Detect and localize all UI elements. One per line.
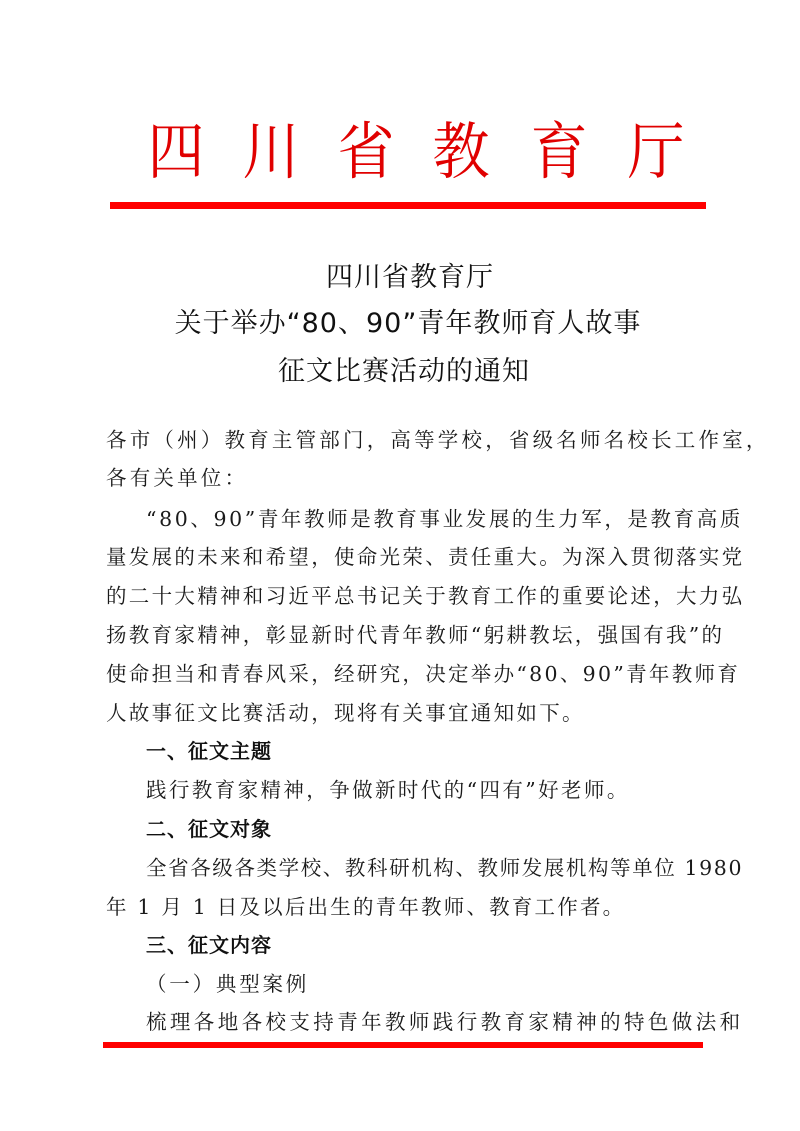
section-text: 年 1 月 1 日及以后出生的青年教师、教育工作者。: [106, 895, 626, 919]
footer-red-rule: [103, 1042, 703, 1048]
paragraph-line: 人故事征文比赛活动，现将有关事宜通知如下。: [106, 701, 585, 725]
section-text: 梳理各地各校支持青年教师践行教育家精神的特色做法和: [146, 1010, 744, 1034]
salutation-line: 各市（州）教育主管部门，高等学校，省级名师名校长工作室，: [106, 428, 770, 452]
section-text: 践行教育家精神，争做新时代的“四有”好老师。: [146, 778, 630, 802]
paragraph-line: 量发展的未来和希望，使命光荣、责任重大。为深入贯彻落实党: [106, 545, 745, 569]
letterhead-char: 四: [147, 115, 205, 188]
paragraph-line: 的二十大精神和习近平总书记关于教育工作的重要论述，大力弘: [106, 584, 745, 608]
salutation-line: 各有关单位：: [106, 466, 249, 490]
doc-title-issuer: 四川省教育厅: [326, 262, 494, 293]
letterhead-char: 厅: [627, 115, 685, 188]
paragraph-line: 扬教育家精神，彰显新时代青年教师“躬耕教坛，强国有我”的: [106, 623, 725, 647]
letterhead-char: 省: [337, 115, 395, 188]
paragraph-line: “80、90”青年教师是教育事业发展的生力军，是教育高质: [146, 507, 743, 531]
section-heading: 二、征文对象: [146, 817, 272, 841]
doc-title-subject-cont: 征文比赛活动的通知: [278, 356, 530, 387]
section-heading: 一、征文主题: [146, 739, 272, 763]
letterhead-char: 育: [530, 115, 588, 188]
letterhead-red-rule: [110, 202, 706, 209]
doc-title-subject: 关于举办“80、90”青年教师育人故事: [174, 308, 642, 339]
letterhead-char: 川: [242, 115, 300, 188]
section-text: 全省各级各类学校、教科研机构、教师发展机构等单位 1980: [146, 856, 744, 880]
section-heading: 三、征文内容: [146, 933, 272, 957]
letterhead: [0, 112, 800, 192]
paragraph-line: 使命担当和青春风采，经研究，决定举办“80、90”青年教师育: [106, 662, 741, 686]
letterhead-char: 教: [432, 115, 490, 188]
subsection-heading: （一）典型案例: [146, 972, 310, 996]
